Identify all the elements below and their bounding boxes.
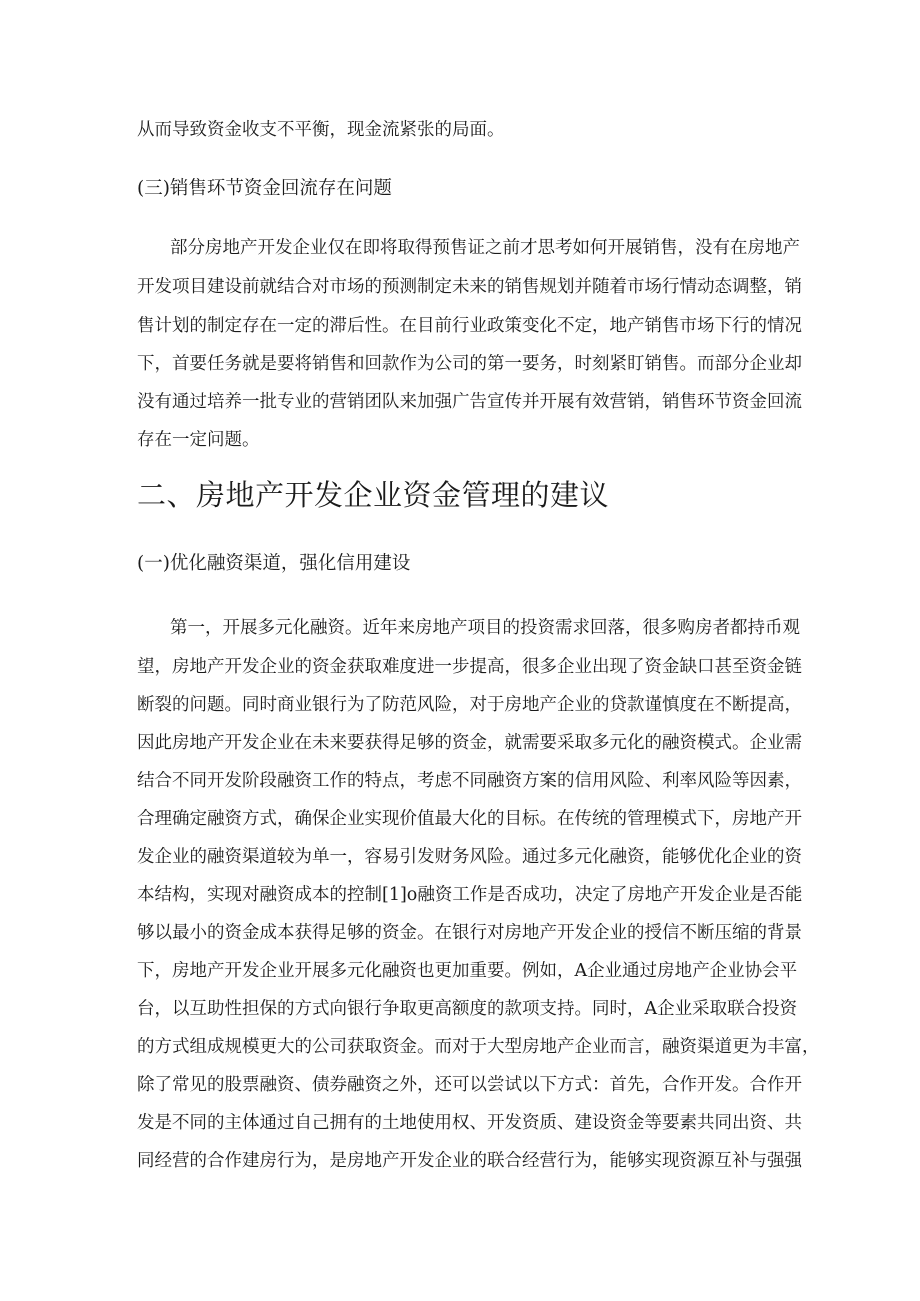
carry-over-line: 从而导致资金收支不平衡，现金流紧张的局面。 bbox=[137, 120, 505, 140]
paragraph-line: 结合不同开发阶段融资工作的特点，考虑不同融资方案的信用风险、利率风险等因素， bbox=[137, 771, 802, 791]
paragraph-line: 本结构，实现对融资成本的控制[1]o融资工作是否成功，决定了房地产开发企业是否能 bbox=[137, 885, 803, 905]
paragraph-line: 没有通过培养一批专业的营销团队来加强广告宣传并开展有效营销，销售环节资金回流 bbox=[137, 392, 802, 412]
paragraph-line: 因此房地产开发企业在未来要获得足够的资金，就需要采取多元化的融资模式。企业需 bbox=[137, 733, 802, 753]
paragraph-line: 断裂的问题。同时商业银行为了防范风险，对于房地产企业的贷款谨慎度在不断提高， bbox=[137, 695, 802, 715]
paragraph-line: 下，首要任务就是要将销售和回款作为公司的第一要务，时刻紧盯销售。而部分企业却 bbox=[137, 354, 802, 374]
paragraph-line: 除了常见的股票融资、债券融资之外，还可以尝试以下方式：首先，合作开发。合作开 bbox=[137, 1075, 802, 1095]
section-3-heading: (三)销售环节资金回流存在问题 bbox=[137, 178, 392, 199]
paragraph-line: 存在一定问题。 bbox=[137, 430, 260, 450]
paragraph-line: 同经营的合作建房行为，是房地产开发企业的联合经营行为，能够实现资源互补与强强 bbox=[137, 1151, 802, 1171]
paragraph-line: 够以最小的资金成本获得足够的资金。在银行对房地产开发企业的授信不断压缩的背景 bbox=[137, 923, 802, 943]
paragraph-line: 发是不同的主体通过自己拥有的土地使用权、开发资质、建设资金等要素共同出资、共 bbox=[137, 1113, 802, 1133]
paragraph-line: 的方式组成规模更大的公司获取资金。而对于大型房地产企业而言，融资渠道更为丰富， bbox=[137, 1037, 820, 1057]
paragraph-line: 下，房地产开发企业开展多元化融资也更加重要。例如，A企业通过房地产企业协会平 bbox=[137, 961, 798, 981]
paragraph-line: 望，房地产开发企业的资金获取难度进一步提高，很多企业出现了资金缺口甚至资金链 bbox=[137, 657, 802, 677]
paragraph-line: 发企业的融资渠道较为单一，容易引发财务风险。通过多元化融资，能够优化企业的资 bbox=[137, 847, 802, 867]
paragraph-line: 部分房地产开发企业仅在即将取得预售证之前才思考如何开展销售，没有在房地产 bbox=[170, 238, 800, 258]
paragraph-line: 第一，开展多元化融资。近年来房地产项目的投资需求回落，很多购房者都持币观 bbox=[170, 618, 800, 638]
paragraph-line: 台，以互助性担保的方式向银行争取更高额度的款项支持。同时，A企业采取联合投资 bbox=[137, 999, 798, 1019]
paragraph-line: 售计划的制定存在一定的滞后性。在目前行业政策变化不定，地产销售市场下行的情况 bbox=[137, 316, 802, 336]
paragraph-line: 合理确定融资方式，确保企业实现价值最大化的目标。在传统的管理模式下，房地产开 bbox=[137, 809, 802, 829]
section-1-heading: (一)优化融资渠道，强化信用建设 bbox=[137, 553, 411, 574]
paragraph-line: 开发项目建设前就结合对市场的预测制定未来的销售规划并随着市场行情动态调整，销 bbox=[137, 277, 802, 297]
chapter-2-heading: 二、房地产开发企业资金管理的建议 bbox=[137, 478, 610, 512]
